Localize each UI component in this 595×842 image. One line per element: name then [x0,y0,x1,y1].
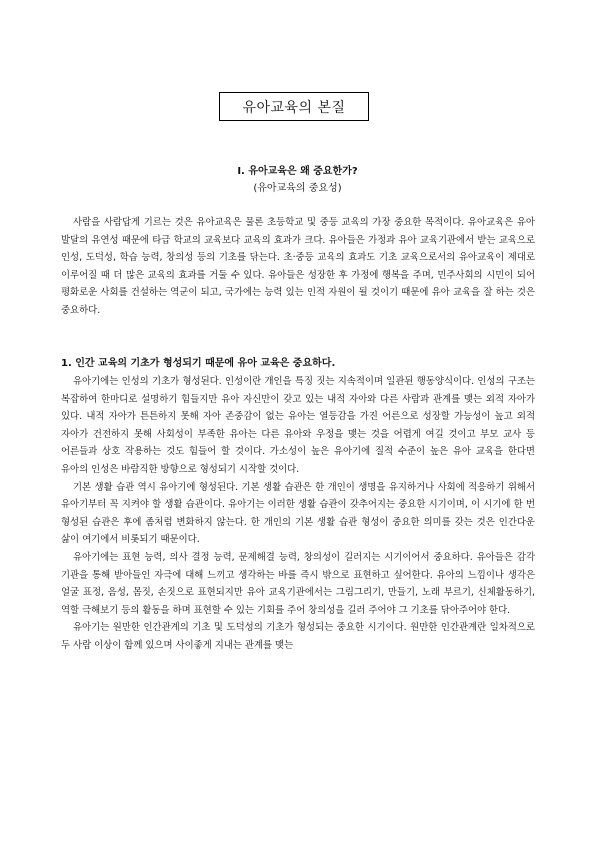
paragraph: 유아기는 원만한 인간관계의 기초 및 도덕성의 기초가 형성되는 중요한 시기이다. 원만한 인간관계란 일차적으로 두 사람 이상이 함께 있으며 사이좋게 지내는 관계를 맺는 [61,622,535,651]
subsection-1-heading: 1. 인간 교육의 기초가 형성되기 때문에 유아 교육은 중요하다. [61,358,336,369]
section-heading: Ⅰ. 유아교육은 왜 중요한가? [237,166,358,177]
intro-paragraph-text: 사람을 사람답게 기르는 것은 유아교육은 물론 초등학교 및 중등 교육의 가장 중요한 목적이다. 유아교육은 유아 발달의 유연성 때문에 타급 학교의 교육보다 교육의 효과가 크다. 유아들은 가정과 유아 교육기관에서 받는 교육으로 인성, 도덕성, 학습 능력, 창의성 등의 기초를 닦는다. 초·중등 교육의 효과도 기초 교육으로서의 유아교육이 제대로 이루어질 때 더 많은 교육의 효과를 거둘 수 있다. 유아들은 성장한 후 가정에 행복을 주며, 민주사회의 시민이 되어 평화로운 사회를 건설하는 역군이 되고, 국가에는 능력 있는 인적 자원이 될 것이기 때문에 유아 교육을 잘 하는 것은 중요하다. [61,217,535,316]
document-title: 유아교육의 본질 [219,92,369,121]
section-subheading: (유아교육의 중요성) [253,183,342,194]
intro-paragraph [61,214,535,320]
paragraph: 기본 생활 습관 역시 유아기에 형성된다. 기본 생활 습관은 한 개인이 생명을 유지하거나 사회에 적응하기 위해서 유아기부터 꼭 지켜야 할 생활 습관이다. 유아기는 이러한 생활 습관이 갖추어지는 중요한 시기이며, 이 시기에 한 번 형성된 습관은 후에 좀처럼 변화하지 않는다. 한 개인의 기본 생활 습관 형성이 중요한 의미를 갖는 것은 인간다운 삶이 여기에서 비롯되기 때문이다. [61,481,535,546]
subsection-1-body [61,373,535,655]
paragraph: 유아기에는 표현 능력, 의사 결정 능력, 문제해결 능력, 창의성이 길러지는 시기이어서 중요하다. 유아들은 감각 기관을 통해 받아들인 자극에 대해 느끼고 생각하는 바를 즉시 밖으로 표현하고 싶어한다. 유아의 느낌이나 생각은 얼굴 표정, 음성, 몸짓, 손짓으로 표현되지만 유아 교육기관에서는 그림그리기, 만들기, 노래 부르기, 신체활동하기, 역할 극해보기 등의 활동을 하며 표현할 수 있는 기회를 주어 창의성을 길러 주어야 그 기초를 닦아주어야 한다. [61,551,535,616]
paragraph: 유아기에는 인성의 기초가 형성된다. 인성이란 개인을 특징 짓는 지속적이며 일관된 행동양식이다. 인성의 구조는 복잡하여 한마디로 설명하기 힘들지만 유아 자신만이 갖고 있는 내적 자아와 다른 사람과 관계를 맺는 외적 자아가 있다. 내적 자아가 튼튼하지 못해 자아 존중감이 없는 유아는 열등감을 가진 어른으로 성장할 가능성이 높고 외적 자아가 건전하지 못해 사회성이 부족한 유아는 다른 유아와 우정을 맺는 것을 어렵게 여길 것이고 부모 교사 등 어른들과 상호 작용하는 것도 힘들어 할 것이다. 가소성이 높은 유아기에 질적 수준이 높은 유아 교육을 한다면 유아의 인성은 바람직한 방향으로 형성되기 시작할 것이다. [61,376,535,475]
